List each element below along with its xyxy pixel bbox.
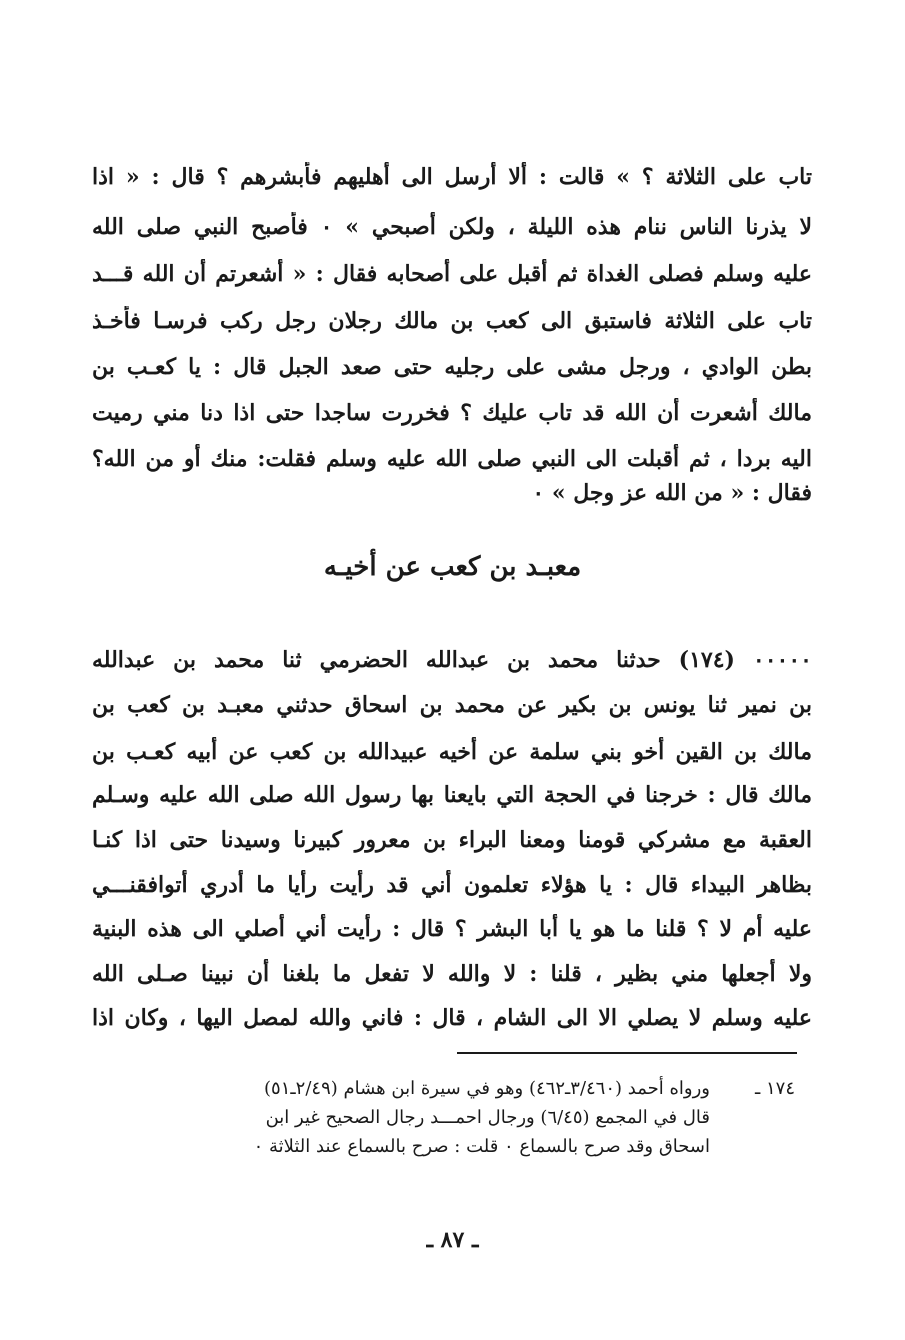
text-line: بظاهر البيداء قال : يا هؤلاء تعلمون أني قد رأيت رأيا ما أدري أتوافقنـــي <box>92 872 812 898</box>
text-line: تاب على الثلاثة ؟ » قالت : ألا أرسل الى أهليهم فأبشرهم ؟ قال : « اذا <box>92 164 812 190</box>
text-line: عليه أم لا ؟ قلنا ما هو يا أبا البشر ؟ قال : رأيت أني أصلي الى هذه البنية <box>92 916 812 942</box>
text-line: بطن الوادي ، ورجل مشى على رجليه حتى صعد الجبل قال : يا كعـب بن <box>92 354 812 380</box>
text-line: اليه بردا ، ثم أقبلت الى النبي صلى الله عليه وسلم فقلت: منك أو من الله؟ <box>92 446 812 472</box>
section-heading: معبـد بن كعب عن أخيـه <box>323 552 582 582</box>
footnote-separator <box>457 1052 797 1054</box>
text-line: عليه وسلم فصلى الغداة ثم أقبل على أصحابه فقال : « أشعرتم أن الله قـــد <box>92 261 812 287</box>
page-number: ـ ٨٧ ـ <box>426 1227 479 1253</box>
text-line: العقبة مع مشركي قومنا ومعنا البراء بن معرور كبيرنا وسيدنا حتى اذا كنـا <box>92 827 812 853</box>
footnote-line: ورواه أحمد (٣/٤٦٠ـ٤٦٢) وهو في سيرة ابن هشام (٢/٤٩ـ٥١) <box>264 1078 710 1099</box>
text-line: بن نمير ثنا يونس بن بكير عن محمد بن اسحاق حدثني معبـد بن كعب بن <box>92 692 812 718</box>
text-line: مالك قال : خرجنا في الحجة التي بايعنا بها رسول الله صلى الله عليه وسـلم <box>92 782 812 808</box>
text-line: ولا أجعلها مني بظير ، قلنا : لا والله لا تفعل ما بلغنا أن نبينا صـلى الله <box>92 961 812 987</box>
text-line: عليه وسلم لا يصلي الا الى الشام ، قال : فاني والله لمصل اليها ، وكان اذا <box>92 1005 812 1031</box>
text-line: لا يذرنا الناس ننام هذه الليلة ، ولكن أصبحي » ٠ فأصبح النبي صلى الله <box>92 214 812 240</box>
text-line: تاب على الثلاثة فاستبق الى كعب بن مالك رجلان رجل ركب فرسـا فأخـذ <box>92 308 812 334</box>
footnote-number: ١٧٤ ـ <box>754 1078 795 1099</box>
footnote-line: اسحاق وقد صرح بالسماع ٠ قلت : صرح بالسماع عند الثلاثة ٠ <box>253 1136 710 1157</box>
text-line: مالك أشعرت أن الله قد تاب عليك ؟ فخررت ساجدا حتى اذا دنا مني رميت <box>92 400 812 426</box>
footnote-line: قال في المجمع (٦/٤٥) ورجال احمـــد رجال الصحيح غير ابن <box>265 1107 710 1128</box>
text-line: فقال : « من الله عز وجل » ٠ <box>532 480 812 506</box>
text-line: مالك بن القين أخو بني سلمة عن أخيه عبيدالله بن كعب عن أبيه كعـب بن <box>92 739 812 765</box>
text-line: ٠٠٠٠٠ (١٧٤) حدثنا محمد بن عبدالله الحضرمي ثنا محمد بن عبدالله <box>92 647 812 673</box>
